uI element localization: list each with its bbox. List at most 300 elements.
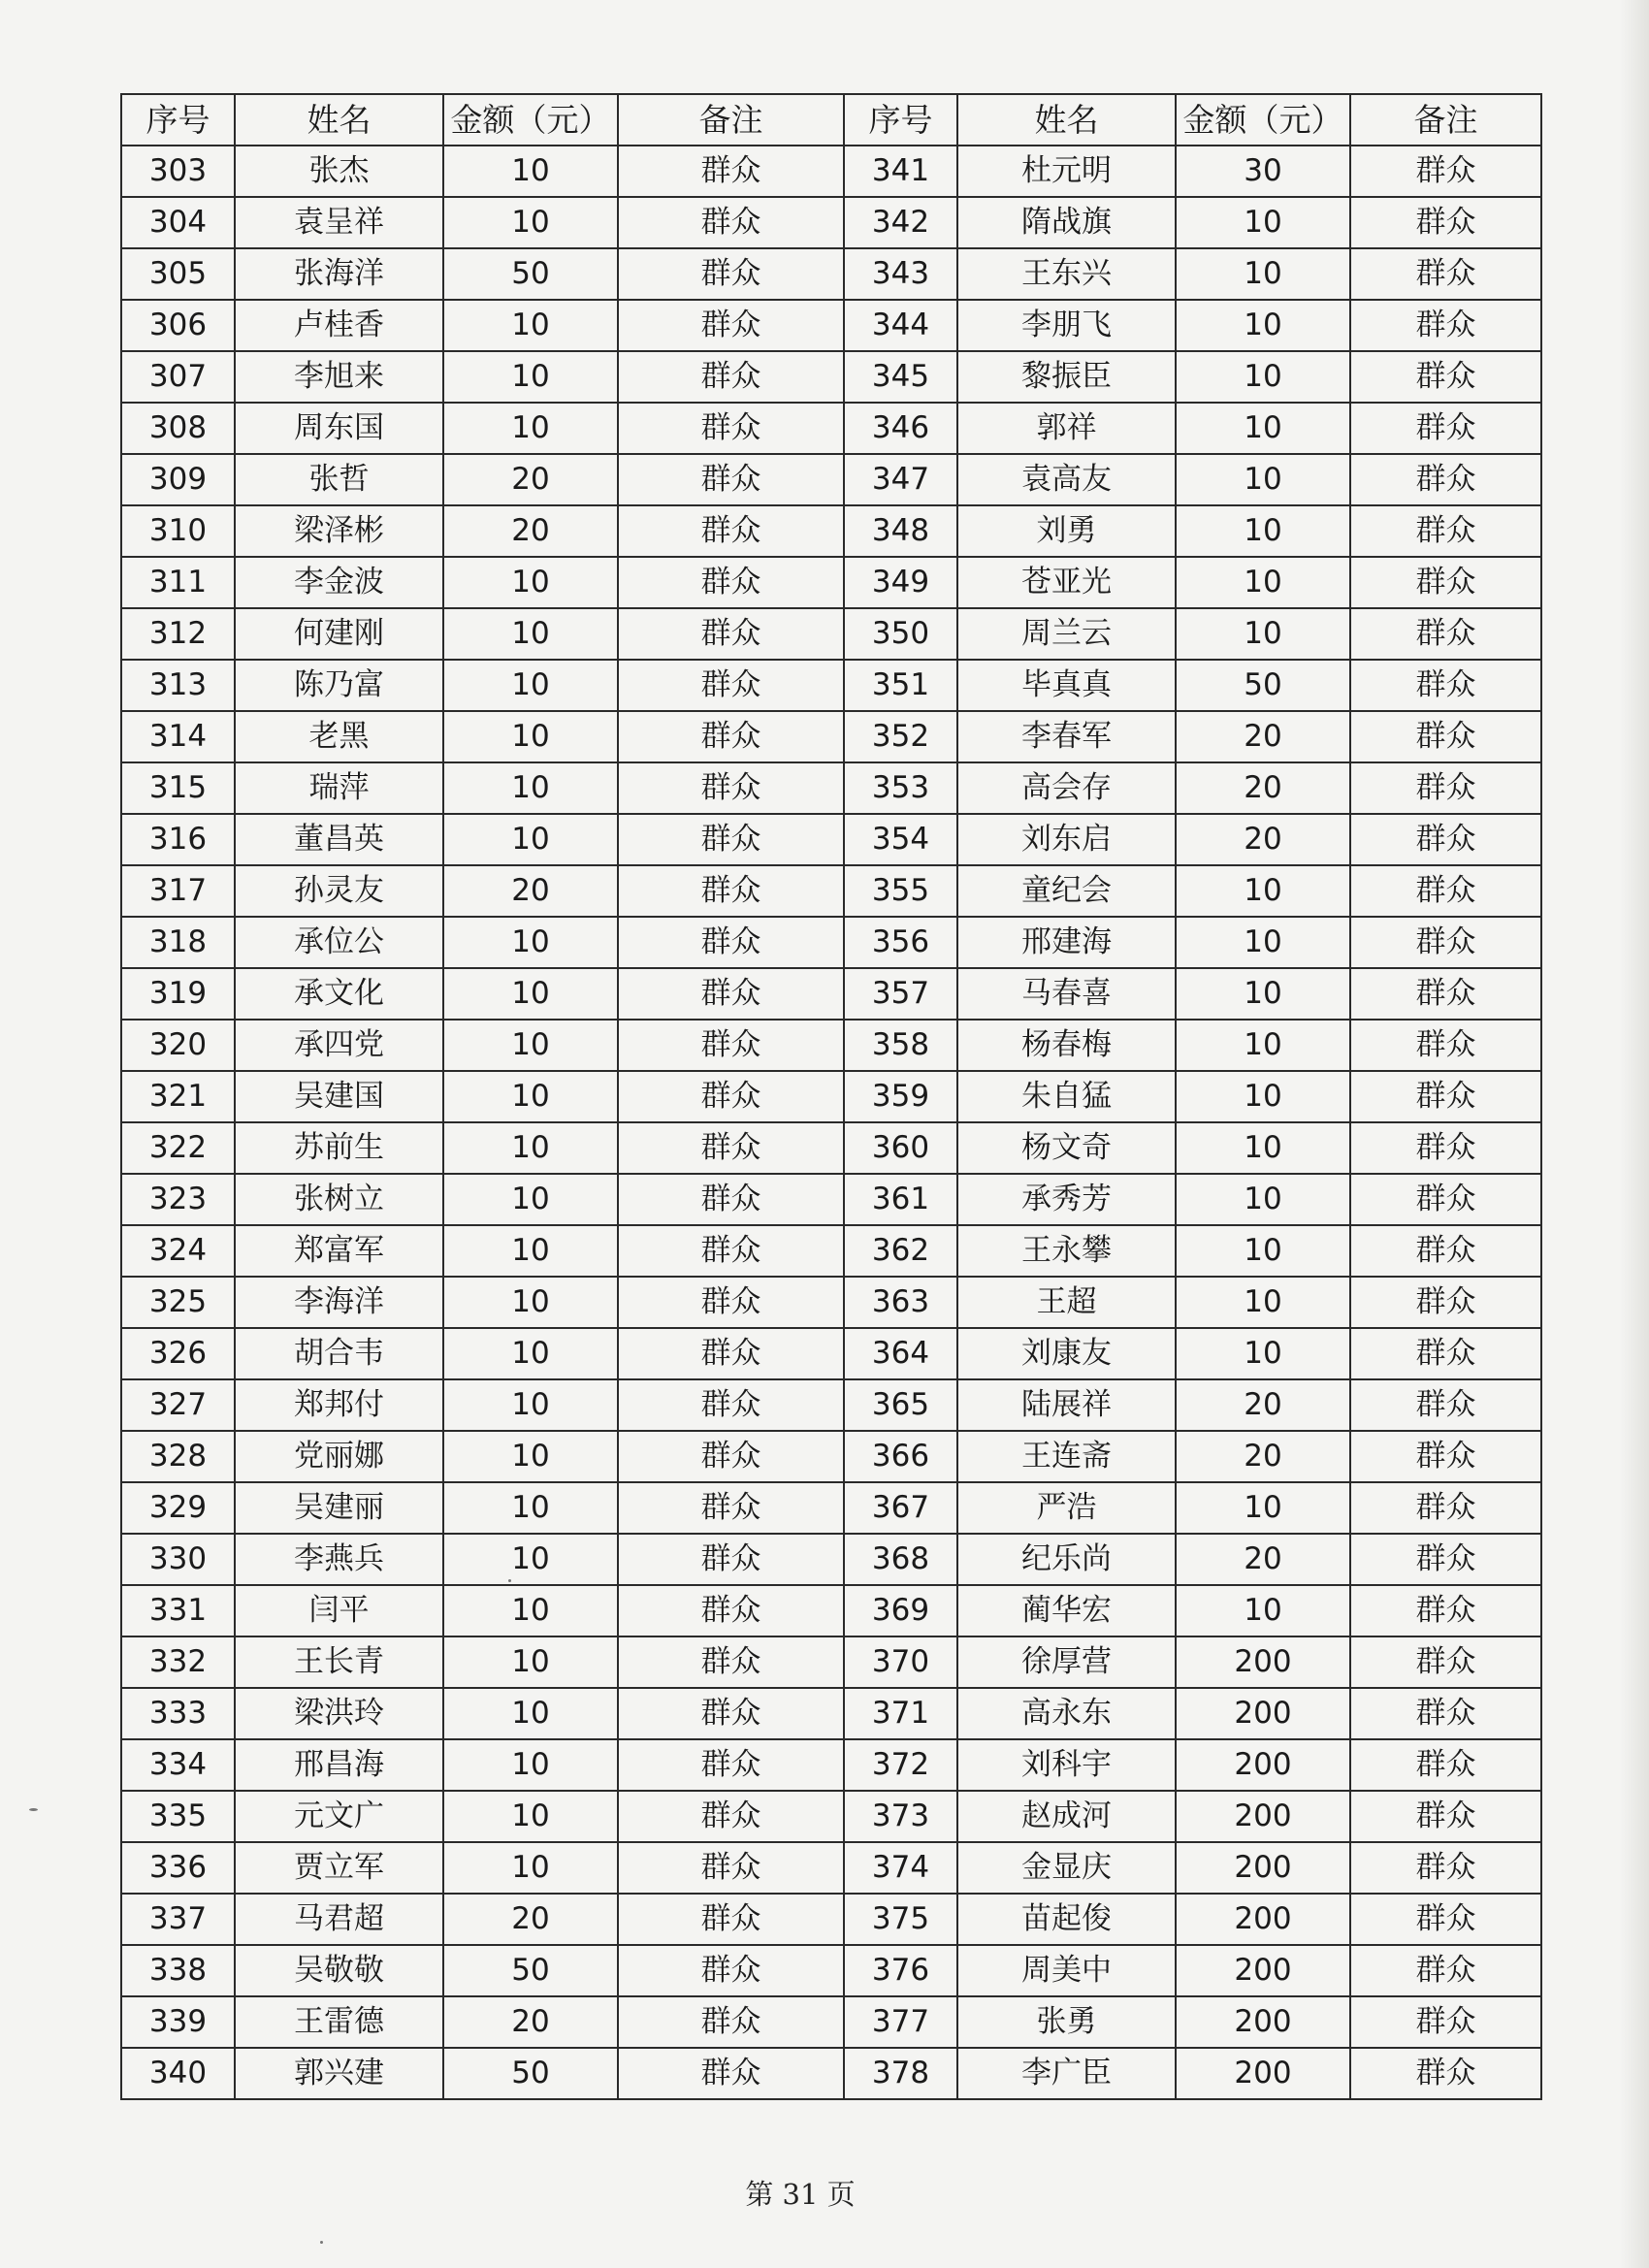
cell-remark-left: 群众	[618, 660, 844, 711]
cell-amount-right: 50	[1176, 660, 1350, 711]
cell-serial-left: 309	[121, 454, 235, 505]
cell-remark-right: 群众	[1350, 1020, 1541, 1071]
cell-amount-left: 20	[443, 505, 618, 557]
cell-name-right: 杜元明	[957, 146, 1176, 197]
cell-serial-left: 304	[121, 197, 235, 248]
cell-remark-right: 群众	[1350, 968, 1541, 1020]
cell-serial-right: 356	[844, 917, 957, 968]
page-number: 第 31 页	[745, 2178, 856, 2211]
cell-name-right: 朱自猛	[957, 1071, 1176, 1122]
cell-remark-left: 群众	[618, 1688, 844, 1739]
cell-serial-right: 344	[844, 300, 957, 351]
cell-amount-right: 10	[1176, 1225, 1350, 1277]
cell-remark-right: 群众	[1350, 1842, 1541, 1894]
cell-amount-right: 200	[1176, 1636, 1350, 1688]
cell-serial-right: 349	[844, 557, 957, 608]
cell-name-left: 老黑	[235, 711, 443, 762]
cell-remark-right: 群众	[1350, 1071, 1541, 1122]
cell-remark-left: 群众	[618, 557, 844, 608]
cell-remark-left: 群众	[618, 762, 844, 814]
cell-remark-right: 群众	[1350, 557, 1541, 608]
cell-remark-left: 群众	[618, 1225, 844, 1277]
table-row	[121, 1122, 1541, 1174]
cell-serial-right: 370	[844, 1636, 957, 1688]
cell-serial-left: 318	[121, 917, 235, 968]
table-row	[121, 1482, 1541, 1534]
cell-name-right: 袁高友	[957, 454, 1176, 505]
cell-amount-right: 200	[1176, 1842, 1350, 1894]
cell-name-left: 吴建丽	[235, 1482, 443, 1534]
cell-remark-left: 群众	[618, 1791, 844, 1842]
cell-amount-left: 20	[443, 1996, 618, 2048]
cell-remark-right: 群众	[1350, 608, 1541, 660]
cell-serial-left: 320	[121, 1020, 235, 1071]
cell-amount-left: 10	[443, 1020, 618, 1071]
cell-serial-right: 378	[844, 2048, 957, 2099]
cell-serial-left: 307	[121, 351, 235, 403]
header-amount-right: 金额（元）	[1176, 94, 1350, 146]
cell-name-right: 金显庆	[957, 1842, 1176, 1894]
cell-remark-left: 群众	[618, 146, 844, 197]
table-row	[121, 1071, 1541, 1122]
cell-amount-right: 10	[1176, 1020, 1350, 1071]
cell-remark-right: 群众	[1350, 762, 1541, 814]
table-row	[121, 608, 1541, 660]
cell-amount-left: 10	[443, 711, 618, 762]
cell-remark-left: 群众	[618, 2048, 844, 2099]
cell-amount-right: 200	[1176, 1945, 1350, 1996]
cell-amount-right: 200	[1176, 1791, 1350, 1842]
cell-name-left: 袁呈祥	[235, 197, 443, 248]
cell-amount-left: 10	[443, 1328, 618, 1379]
cell-name-right: 童纪会	[957, 865, 1176, 917]
cell-amount-right: 10	[1176, 1482, 1350, 1534]
cell-name-left: 何建刚	[235, 608, 443, 660]
cell-remark-left: 群众	[618, 300, 844, 351]
table-row	[121, 1379, 1541, 1431]
cell-amount-left: 10	[443, 968, 618, 1020]
scan-page-edge	[1620, 0, 1649, 2268]
cell-name-right: 苗起俊	[957, 1894, 1176, 1945]
cell-serial-left: 325	[121, 1277, 235, 1328]
cell-serial-left: 324	[121, 1225, 235, 1277]
cell-amount-left: 10	[443, 1225, 618, 1277]
cell-amount-left: 10	[443, 1791, 618, 1842]
cell-amount-left: 10	[443, 1842, 618, 1894]
cell-remark-right: 群众	[1350, 1894, 1541, 1945]
cell-amount-right: 10	[1176, 608, 1350, 660]
cell-serial-right: 350	[844, 608, 957, 660]
cell-remark-right: 群众	[1350, 711, 1541, 762]
cell-serial-left: 337	[121, 1894, 235, 1945]
cell-remark-left: 群众	[618, 1482, 844, 1534]
table-row	[121, 711, 1541, 762]
cell-serial-right: 364	[844, 1328, 957, 1379]
cell-serial-left: 336	[121, 1842, 235, 1894]
cell-name-left: 邢昌海	[235, 1739, 443, 1791]
cell-name-left: 郑邦付	[235, 1379, 443, 1431]
cell-serial-right: 355	[844, 865, 957, 917]
cell-name-right: 王东兴	[957, 248, 1176, 300]
cell-amount-right: 10	[1176, 1071, 1350, 1122]
cell-amount-left: 10	[443, 351, 618, 403]
cell-serial-left: 328	[121, 1431, 235, 1482]
cell-serial-right: 360	[844, 1122, 957, 1174]
cell-remark-right: 群众	[1350, 917, 1541, 968]
cell-amount-right: 10	[1176, 865, 1350, 917]
cell-remark-left: 群众	[618, 1842, 844, 1894]
cell-serial-right: 373	[844, 1791, 957, 1842]
cell-remark-right: 群众	[1350, 403, 1541, 454]
cell-name-left: 孙灵友	[235, 865, 443, 917]
cell-serial-right: 348	[844, 505, 957, 557]
cell-remark-left: 群众	[618, 505, 844, 557]
cell-remark-left: 群众	[618, 248, 844, 300]
cell-remark-left: 群众	[618, 1379, 844, 1431]
cell-remark-left: 群众	[618, 1996, 844, 2048]
table-row	[121, 1636, 1541, 1688]
cell-amount-right: 200	[1176, 1996, 1350, 2048]
cell-serial-right: 361	[844, 1174, 957, 1225]
cell-name-left: 周东国	[235, 403, 443, 454]
cell-amount-left: 10	[443, 608, 618, 660]
cell-serial-right: 354	[844, 814, 957, 865]
cell-remark-left: 群众	[618, 1020, 844, 1071]
cell-remark-left: 群众	[618, 1636, 844, 1688]
cell-name-right: 王连斋	[957, 1431, 1176, 1482]
cell-name-left: 元文广	[235, 1791, 443, 1842]
table-row	[121, 1842, 1541, 1894]
cell-amount-right: 10	[1176, 917, 1350, 968]
header-name-right: 姓名	[957, 94, 1176, 146]
cell-name-left: 王雷德	[235, 1996, 443, 2048]
cell-remark-left: 群众	[618, 1431, 844, 1482]
cell-name-left: 瑞萍	[235, 762, 443, 814]
table-row	[121, 1688, 1541, 1739]
cell-name-right: 隋战旗	[957, 197, 1176, 248]
cell-serial-right: 342	[844, 197, 957, 248]
cell-remark-right: 群众	[1350, 660, 1541, 711]
cell-remark-right: 群众	[1350, 1996, 1541, 2048]
cell-remark-right: 群众	[1350, 865, 1541, 917]
cell-amount-right: 200	[1176, 1739, 1350, 1791]
cell-remark-left: 群众	[618, 1277, 844, 1328]
cell-name-left: 张杰	[235, 146, 443, 197]
cell-amount-left: 20	[443, 454, 618, 505]
table-body	[121, 146, 1541, 2099]
cell-serial-right: 365	[844, 1379, 957, 1431]
table-row	[121, 1945, 1541, 1996]
header-serial-left: 序号	[121, 94, 235, 146]
cell-name-left: 胡合韦	[235, 1328, 443, 1379]
cell-remark-left: 群众	[618, 1122, 844, 1174]
cell-name-left: 闫平	[235, 1585, 443, 1636]
table-row	[121, 2048, 1541, 2099]
cell-name-right: 纪乐尚	[957, 1534, 1176, 1585]
table-row	[121, 1328, 1541, 1379]
cell-amount-left: 10	[443, 1688, 618, 1739]
table-row	[121, 814, 1541, 865]
cell-serial-right: 369	[844, 1585, 957, 1636]
cell-serial-left: 327	[121, 1379, 235, 1431]
cell-name-right: 李广臣	[957, 2048, 1176, 2099]
cell-amount-right: 20	[1176, 711, 1350, 762]
cell-remark-left: 群众	[618, 351, 844, 403]
cell-remark-right: 群众	[1350, 1688, 1541, 1739]
cell-name-left: 张哲	[235, 454, 443, 505]
table-row	[121, 557, 1541, 608]
cell-remark-right: 群众	[1350, 1174, 1541, 1225]
cell-amount-left: 10	[443, 1534, 618, 1585]
cell-name-right: 刘康友	[957, 1328, 1176, 1379]
cell-amount-right: 10	[1176, 557, 1350, 608]
cell-serial-left: 340	[121, 2048, 235, 2099]
cell-amount-left: 10	[443, 1636, 618, 1688]
cell-amount-left: 50	[443, 1945, 618, 1996]
cell-remark-right: 群众	[1350, 351, 1541, 403]
cell-remark-left: 群众	[618, 814, 844, 865]
cell-name-left: 苏前生	[235, 1122, 443, 1174]
cell-remark-left: 群众	[618, 1328, 844, 1379]
cell-name-right: 杨文奇	[957, 1122, 1176, 1174]
cell-name-left: 承文化	[235, 968, 443, 1020]
cell-serial-right: 346	[844, 403, 957, 454]
table-row	[121, 917, 1541, 968]
cell-name-left: 吴敬敬	[235, 1945, 443, 1996]
cell-serial-left: 308	[121, 403, 235, 454]
table-row	[121, 1174, 1541, 1225]
cell-remark-right: 群众	[1350, 1791, 1541, 1842]
table-row	[121, 351, 1541, 403]
cell-serial-left: 317	[121, 865, 235, 917]
cell-serial-right: 351	[844, 660, 957, 711]
cell-name-right: 徐厚营	[957, 1636, 1176, 1688]
cell-name-right: 李朋飞	[957, 300, 1176, 351]
cell-serial-left: 332	[121, 1636, 235, 1688]
cell-name-left: 李海洋	[235, 1277, 443, 1328]
cell-serial-left: 312	[121, 608, 235, 660]
cell-name-right: 陆展祥	[957, 1379, 1176, 1431]
cell-serial-left: 322	[121, 1122, 235, 1174]
cell-name-left: 贾立军	[235, 1842, 443, 1894]
cell-serial-left: 339	[121, 1996, 235, 2048]
cell-name-left: 郭兴建	[235, 2048, 443, 2099]
cell-name-right: 刘勇	[957, 505, 1176, 557]
cell-name-right: 蔺华宏	[957, 1585, 1176, 1636]
cell-remark-right: 群众	[1350, 1482, 1541, 1534]
cell-remark-right: 群众	[1350, 1534, 1541, 1585]
cell-serial-left: 321	[121, 1071, 235, 1122]
cell-amount-left: 10	[443, 146, 618, 197]
cell-serial-right: 345	[844, 351, 957, 403]
cell-amount-left: 50	[443, 248, 618, 300]
cell-serial-right: 353	[844, 762, 957, 814]
cell-remark-right: 群众	[1350, 1431, 1541, 1482]
cell-serial-left: 305	[121, 248, 235, 300]
header-remark-right: 备注	[1350, 94, 1541, 146]
cell-name-left: 董昌英	[235, 814, 443, 865]
cell-name-right: 黎振臣	[957, 351, 1176, 403]
cell-remark-right: 群众	[1350, 300, 1541, 351]
cell-amount-right: 20	[1176, 1431, 1350, 1482]
cell-amount-right: 200	[1176, 1894, 1350, 1945]
scan-speck	[508, 1579, 511, 1582]
cell-amount-right: 10	[1176, 197, 1350, 248]
cell-serial-right: 375	[844, 1894, 957, 1945]
cell-amount-left: 10	[443, 660, 618, 711]
cell-serial-right: 347	[844, 454, 957, 505]
cell-serial-left: 323	[121, 1174, 235, 1225]
cell-amount-right: 10	[1176, 248, 1350, 300]
cell-serial-right: 358	[844, 1020, 957, 1071]
cell-serial-left: 315	[121, 762, 235, 814]
cell-remark-left: 群众	[618, 403, 844, 454]
cell-serial-left: 319	[121, 968, 235, 1020]
cell-remark-right: 群众	[1350, 197, 1541, 248]
cell-serial-right: 372	[844, 1739, 957, 1791]
cell-amount-left: 10	[443, 403, 618, 454]
cell-serial-right: 357	[844, 968, 957, 1020]
cell-serial-right: 368	[844, 1534, 957, 1585]
cell-name-right: 严浩	[957, 1482, 1176, 1534]
cell-amount-left: 10	[443, 557, 618, 608]
table-row	[121, 505, 1541, 557]
table-row	[121, 660, 1541, 711]
cell-remark-left: 群众	[618, 454, 844, 505]
cell-amount-left: 50	[443, 2048, 618, 2099]
cell-name-left: 陈乃富	[235, 660, 443, 711]
cell-remark-right: 群众	[1350, 1225, 1541, 1277]
cell-name-left: 卢桂香	[235, 300, 443, 351]
cell-amount-left: 10	[443, 1739, 618, 1791]
cell-serial-left: 314	[121, 711, 235, 762]
cell-amount-right: 10	[1176, 300, 1350, 351]
cell-serial-left: 329	[121, 1482, 235, 1534]
cell-serial-left: 334	[121, 1739, 235, 1791]
table-row	[121, 248, 1541, 300]
cell-remark-left: 群众	[618, 1585, 844, 1636]
cell-amount-left: 10	[443, 1379, 618, 1431]
cell-remark-right: 群众	[1350, 1277, 1541, 1328]
table-row	[121, 1534, 1541, 1585]
cell-amount-left: 10	[443, 1277, 618, 1328]
cell-serial-left: 330	[121, 1534, 235, 1585]
cell-name-right: 郭祥	[957, 403, 1176, 454]
cell-serial-left: 333	[121, 1688, 235, 1739]
cell-name-left: 李旭来	[235, 351, 443, 403]
cell-name-right: 赵成河	[957, 1791, 1176, 1842]
cell-amount-right: 10	[1176, 403, 1350, 454]
cell-name-left: 承位公	[235, 917, 443, 968]
cell-amount-left: 10	[443, 814, 618, 865]
cell-serial-right: 371	[844, 1688, 957, 1739]
cell-serial-right: 374	[844, 1842, 957, 1894]
cell-amount-left: 10	[443, 917, 618, 968]
cell-remark-left: 群众	[618, 1534, 844, 1585]
cell-remark-right: 群众	[1350, 1122, 1541, 1174]
cell-amount-left: 10	[443, 1585, 618, 1636]
cell-remark-left: 群众	[618, 1894, 844, 1945]
cell-name-left: 梁洪玲	[235, 1688, 443, 1739]
table-row	[121, 1739, 1541, 1791]
cell-name-right: 王永攀	[957, 1225, 1176, 1277]
cell-serial-right: 377	[844, 1996, 957, 2048]
cell-remark-right: 群众	[1350, 1585, 1541, 1636]
cell-amount-left: 10	[443, 1071, 618, 1122]
cell-name-left: 张海洋	[235, 248, 443, 300]
cell-amount-left: 10	[443, 300, 618, 351]
cell-serial-left: 316	[121, 814, 235, 865]
table-row	[121, 1894, 1541, 1945]
cell-name-right: 周美中	[957, 1945, 1176, 1996]
cell-name-right: 李春军	[957, 711, 1176, 762]
cell-amount-right: 10	[1176, 1328, 1350, 1379]
cell-serial-right: 367	[844, 1482, 957, 1534]
cell-name-right: 张勇	[957, 1996, 1176, 2048]
cell-name-right: 刘科宇	[957, 1739, 1176, 1791]
table-row	[121, 146, 1541, 197]
cell-amount-right: 20	[1176, 1534, 1350, 1585]
table-row	[121, 762, 1541, 814]
cell-amount-right: 10	[1176, 454, 1350, 505]
cell-serial-left: 313	[121, 660, 235, 711]
cell-amount-right: 200	[1176, 2048, 1350, 2099]
cell-remark-right: 群众	[1350, 146, 1541, 197]
cell-amount-right: 10	[1176, 1585, 1350, 1636]
cell-remark-left: 群众	[618, 917, 844, 968]
table-row	[121, 968, 1541, 1020]
cell-amount-right: 10	[1176, 505, 1350, 557]
donation-table	[120, 93, 1542, 2100]
cell-remark-left: 群众	[618, 197, 844, 248]
table-row	[121, 197, 1541, 248]
cell-amount-left: 10	[443, 197, 618, 248]
cell-name-left: 梁泽彬	[235, 505, 443, 557]
table-row	[121, 1277, 1541, 1328]
cell-amount-right: 30	[1176, 146, 1350, 197]
scan-speck	[320, 2241, 323, 2244]
cell-name-right: 苍亚光	[957, 557, 1176, 608]
cell-remark-right: 群众	[1350, 1636, 1541, 1688]
cell-amount-right: 10	[1176, 1174, 1350, 1225]
cell-amount-right: 20	[1176, 1379, 1350, 1431]
cell-serial-left: 335	[121, 1791, 235, 1842]
cell-amount-left: 20	[443, 1894, 618, 1945]
cell-name-left: 张树立	[235, 1174, 443, 1225]
table-row	[121, 1431, 1541, 1482]
cell-remark-left: 群众	[618, 711, 844, 762]
cell-amount-right: 20	[1176, 762, 1350, 814]
cell-serial-left: 338	[121, 1945, 235, 1996]
cell-serial-right: 359	[844, 1071, 957, 1122]
cell-remark-left: 群众	[618, 608, 844, 660]
table-row	[121, 1791, 1541, 1842]
cell-remark-right: 群众	[1350, 505, 1541, 557]
cell-name-left: 李金波	[235, 557, 443, 608]
cell-amount-left: 10	[443, 1482, 618, 1534]
header-remark-left: 备注	[618, 94, 844, 146]
table-row	[121, 454, 1541, 505]
cell-amount-right: 10	[1176, 968, 1350, 1020]
cell-name-left: 承四党	[235, 1020, 443, 1071]
cell-name-right: 邢建海	[957, 917, 1176, 968]
cell-serial-right: 362	[844, 1225, 957, 1277]
cell-name-left: 王长青	[235, 1636, 443, 1688]
cell-name-left: 郑富军	[235, 1225, 443, 1277]
cell-serial-left: 306	[121, 300, 235, 351]
cell-name-right: 杨春梅	[957, 1020, 1176, 1071]
cell-name-right: 毕真真	[957, 660, 1176, 711]
